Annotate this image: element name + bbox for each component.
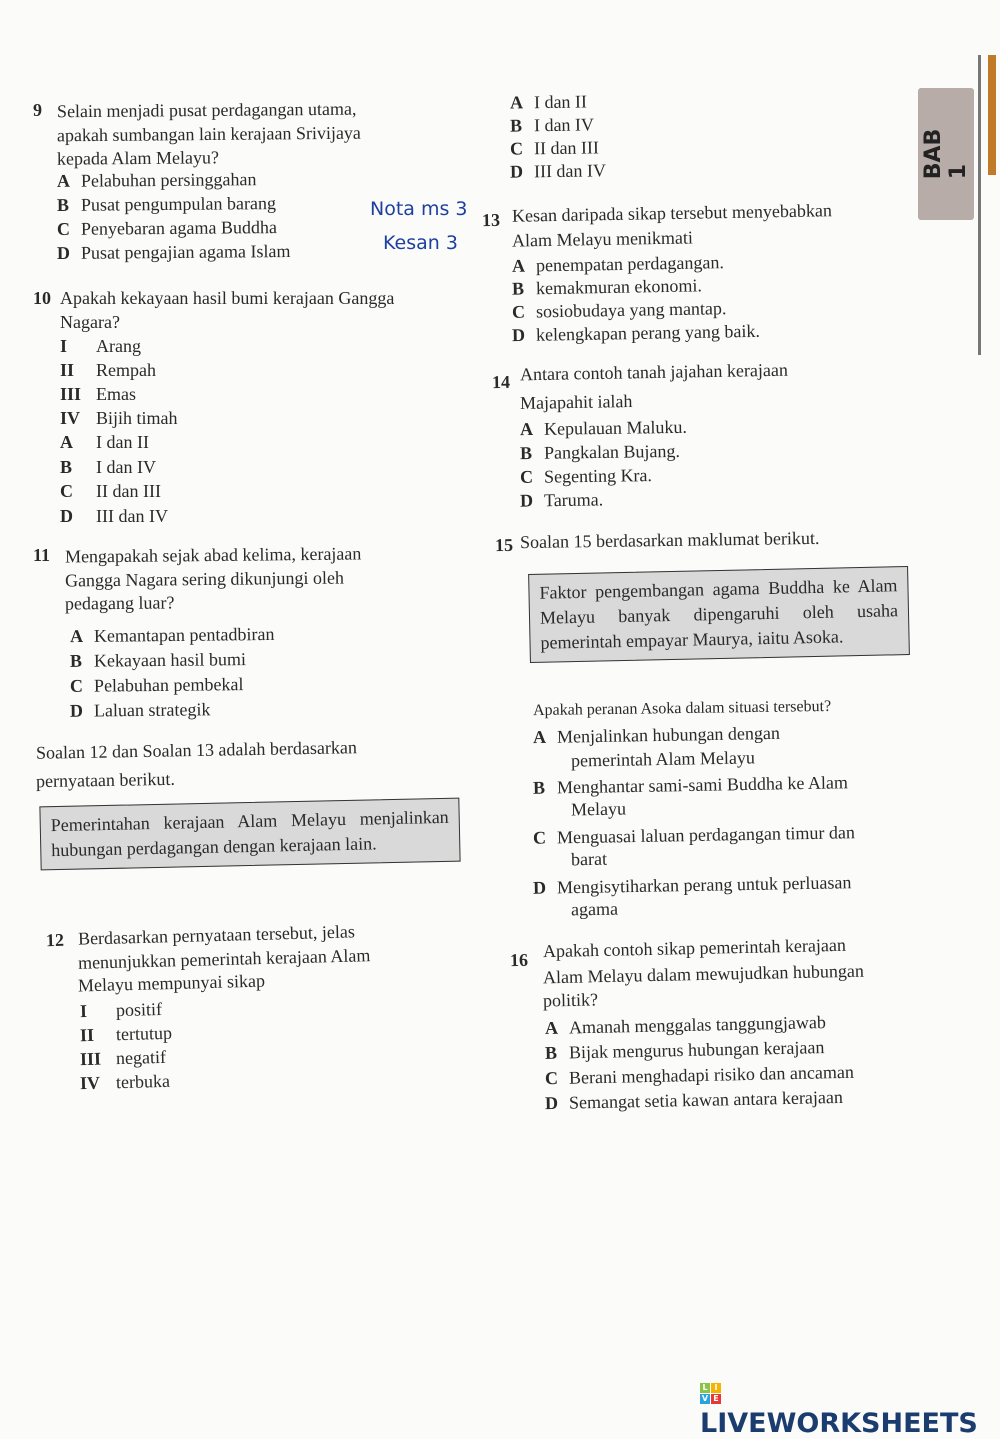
question-text: Apakah peranan Asoka dalam situasi tersebut? [532, 697, 832, 720]
question-text: Alam Melayu menikmati [511, 227, 694, 251]
option-text: penempatan perdagangan. [535, 252, 725, 276]
option-text: Bijih timah [96, 408, 178, 428]
statement-item[interactable] [80, 1047, 167, 1070]
question-text: Majapahit ialah [519, 391, 633, 413]
question-text: Selain menjadi pusat perdagangan utama, [56, 98, 357, 122]
statement-box-12-13: Pemerintahan kerajaan Alam Melayu menjalinkan hubungan perdagangan dengan kerajaan lain. [39, 798, 460, 871]
option-letter: B [69, 650, 83, 671]
question-number: 9 [33, 100, 42, 120]
answer-option[interactable] [533, 822, 855, 849]
option-letter: A [544, 1017, 559, 1038]
option-text: Bijak mengurus hubungan kerajaan [568, 1037, 825, 1063]
option-letter: D [56, 242, 71, 264]
option-text: Penyebaran agama Buddha [80, 217, 278, 239]
statement-item[interactable] [60, 360, 156, 381]
page-edge [978, 55, 981, 355]
handwritten-note: Kesan 3 [383, 232, 458, 254]
question-text: Apakah contoh sikap pemerintah kerajaan [542, 934, 847, 962]
answer-option[interactable] [60, 432, 149, 453]
option-text: positif [115, 998, 163, 1021]
option-letter: D [519, 490, 534, 511]
option-text: Menghantar sami-sami Buddha ke Alam [556, 772, 849, 798]
option-letter: C [511, 301, 526, 322]
chapter-tab: BAB 1 [918, 88, 974, 220]
handwritten-note: Nota ms 3 [370, 198, 468, 220]
option-text: Arang [96, 336, 141, 356]
option-text: Kemantapan pentadbiran [93, 623, 275, 646]
option-text: kelengkapan perang yang baik. [535, 320, 761, 345]
option-text: II dan III [533, 137, 600, 159]
option-letter: D [511, 324, 526, 346]
option-text: kemakmuran ekonomi. [535, 275, 703, 299]
option-text: Pelabuhan pembekal [93, 674, 244, 696]
option-text: Mengisytiharkan perang untuk perluasan [556, 872, 852, 898]
question-text: Gangga Nagara sering dikunjungi oleh [64, 567, 345, 591]
question-text: menunjukkan pemerintah kerajaan Alam [77, 945, 371, 973]
option-letter: A [60, 432, 73, 452]
answer-option[interactable] [510, 160, 606, 182]
option-text: Pelabuhan persinggahan [80, 169, 257, 191]
answer-option[interactable] [520, 489, 604, 511]
option-text: II dan III [96, 481, 161, 501]
question-text: Melayu mempunyai sikap [77, 970, 266, 996]
question-text: politik? [542, 989, 599, 1011]
option-text-continued: Melayu [570, 798, 627, 820]
option-text: Emas [96, 384, 136, 404]
question-number: 15 [494, 534, 514, 556]
answer-option[interactable] [70, 624, 275, 647]
statement-item[interactable] [60, 408, 178, 429]
option-letter: D [509, 161, 524, 182]
option-letter: C [69, 675, 84, 696]
option-letter: III [60, 384, 82, 404]
option-letter: III [79, 1048, 102, 1070]
answer-option[interactable] [70, 649, 246, 672]
answer-option[interactable] [533, 872, 852, 899]
option-text: Menjalinkan hubungan dengan [556, 722, 781, 747]
option-letter: A [56, 170, 71, 191]
option-letter: A [69, 625, 84, 647]
answer-option[interactable] [510, 137, 599, 159]
answer-option[interactable] [533, 772, 848, 798]
page-edge-color [988, 55, 996, 175]
answer-option[interactable] [533, 723, 780, 748]
answer-option[interactable] [57, 217, 277, 240]
liveworksheets-logo: L I V E LIVEWORKSHEETS [700, 1383, 978, 1439]
answer-option[interactable] [545, 1087, 843, 1114]
question-text: Apakah kekayaan hasil bumi kerajaan Gangga [60, 288, 395, 308]
option-letter: D [544, 1092, 559, 1114]
option-text: terbuka [115, 1070, 171, 1093]
option-letter: II [60, 360, 75, 380]
option-text: Kekayaan hasil bumi [93, 649, 247, 671]
option-letter: B [544, 1042, 558, 1063]
option-text: I dan II [533, 91, 588, 113]
option-text-continued: pemerintah Alam Melayu [570, 747, 756, 771]
answer-option[interactable] [57, 169, 257, 192]
option-letter: D [69, 700, 84, 721]
option-letter: C [544, 1067, 559, 1089]
answer-option[interactable] [70, 699, 211, 721]
option-text: I dan II [96, 432, 149, 452]
option-letter: B [532, 777, 546, 798]
question-text: Nagara? [60, 312, 120, 332]
question-number: 16 [509, 949, 529, 971]
option-text: Laluan strategik [93, 699, 211, 721]
option-letter: B [511, 278, 525, 299]
question-text: kepada Alam Melayu? [56, 147, 220, 169]
answer-option[interactable] [520, 441, 680, 464]
question-number: 12 [45, 929, 65, 951]
statement-item[interactable] [60, 336, 141, 357]
option-text: sosiobudaya yang mantap. [535, 298, 727, 322]
option-text: Menguasai laluan perdagangan timur dan [556, 822, 856, 848]
option-letter: C [532, 827, 547, 848]
option-letter: C [60, 481, 73, 501]
option-letter: D [532, 877, 547, 898]
option-text: Berani menghadapi risiko dan ancaman [568, 1061, 855, 1088]
question-number: 10 [33, 288, 51, 308]
question-text: Kesan daripada sikap tersebut menyebabkan [511, 200, 833, 226]
question-text: apakah sumbangan lain kerajaan Srivijaya [56, 122, 361, 146]
question-number: 14 [491, 371, 511, 393]
option-text: Rempah [96, 360, 156, 380]
option-letter: A [519, 418, 534, 440]
option-text: I dan IV [533, 114, 595, 136]
answer-option[interactable] [510, 91, 587, 113]
option-letter: IV [60, 408, 81, 428]
section-intro: Soalan 15 berdasarkan maklumat berikut. [519, 527, 820, 553]
option-text: Taruma. [543, 489, 604, 511]
option-letter: B [56, 194, 70, 215]
answer-option[interactable] [512, 298, 727, 323]
option-text: III dan IV [96, 505, 168, 526]
option-letter: C [519, 466, 534, 487]
option-letter: I [60, 336, 68, 356]
option-letter: A [532, 726, 547, 748]
option-text: Pangkalan Bujang. [543, 440, 681, 463]
question-text: Mengapakah sejak abad kelima, kerajaan [64, 543, 362, 567]
option-letter: II [79, 1024, 95, 1046]
option-text: III dan IV [533, 160, 607, 182]
question-text: pedagang luar? [64, 592, 175, 614]
option-letter: D [60, 505, 73, 526]
answer-option[interactable] [57, 241, 291, 264]
option-text: Semangat setia kawan antara kerajaan [568, 1086, 844, 1113]
statement-item[interactable] [60, 384, 136, 405]
question-text: Alam Melayu dalam mewujudkan hubungan [542, 960, 865, 988]
question-number: 11 [33, 545, 51, 565]
answer-option[interactable] [60, 457, 156, 478]
option-letter: A [511, 255, 526, 276]
option-text-continued: agama [570, 898, 619, 920]
answer-option[interactable] [510, 114, 594, 136]
option-text: tertutup [115, 1022, 173, 1045]
option-text: Amanah menggalas tanggungjawab [568, 1012, 827, 1038]
question-text: Antara contoh tanah jajahan kerajaan [519, 359, 789, 385]
answer-option[interactable] [512, 275, 702, 299]
answer-option[interactable] [545, 1062, 854, 1089]
answer-option[interactable] [520, 465, 652, 488]
option-letter: IV [79, 1072, 101, 1094]
option-letter: B [60, 456, 73, 477]
answer-option[interactable] [60, 506, 168, 527]
section-intro: pernyataan berikut. [35, 768, 176, 792]
option-text: Kepulauan Maluku. [543, 416, 688, 439]
option-text: Pusat pengumpulan barang [80, 193, 277, 215]
question-text: Berdasarkan pernyataan tersebut, jelas [77, 921, 356, 949]
section-intro: Soalan 12 dan Soalan 13 adalah berdasarkan [35, 737, 358, 763]
option-text: negatif [115, 1046, 167, 1069]
question-number: 13 [481, 209, 501, 231]
option-letter: C [56, 218, 71, 239]
statement-box-15: Faktor pengembangan agama Buddha ke Alam Melayu banyak dipengaruhi oleh usaha pemerintah empayar Maurya, iaitu Asoka. [528, 566, 910, 663]
answer-option[interactable] [70, 674, 244, 697]
option-letter: C [509, 138, 524, 159]
option-letter: B [519, 442, 533, 464]
answer-option[interactable] [520, 417, 687, 440]
option-text: Segenting Kra. [543, 465, 653, 487]
statement-item[interactable] [80, 999, 163, 1022]
option-text-continued: barat [570, 848, 608, 870]
option-letter: A [509, 92, 524, 113]
answer-option[interactable] [545, 1012, 826, 1039]
option-letter: B [509, 115, 523, 136]
answer-option[interactable] [545, 1037, 825, 1064]
answer-option[interactable] [57, 193, 276, 216]
answer-option[interactable] [512, 321, 760, 346]
logo-icon: L I V E [700, 1383, 721, 1404]
option-text: I dan IV [96, 456, 156, 477]
answer-option[interactable] [60, 481, 161, 502]
statement-item[interactable] [80, 1023, 173, 1046]
option-text: Pusat pengajian agama Islam [80, 240, 291, 263]
option-letter: I [79, 1000, 88, 1022]
answer-option[interactable] [512, 252, 724, 277]
statement-item[interactable] [80, 1071, 171, 1094]
